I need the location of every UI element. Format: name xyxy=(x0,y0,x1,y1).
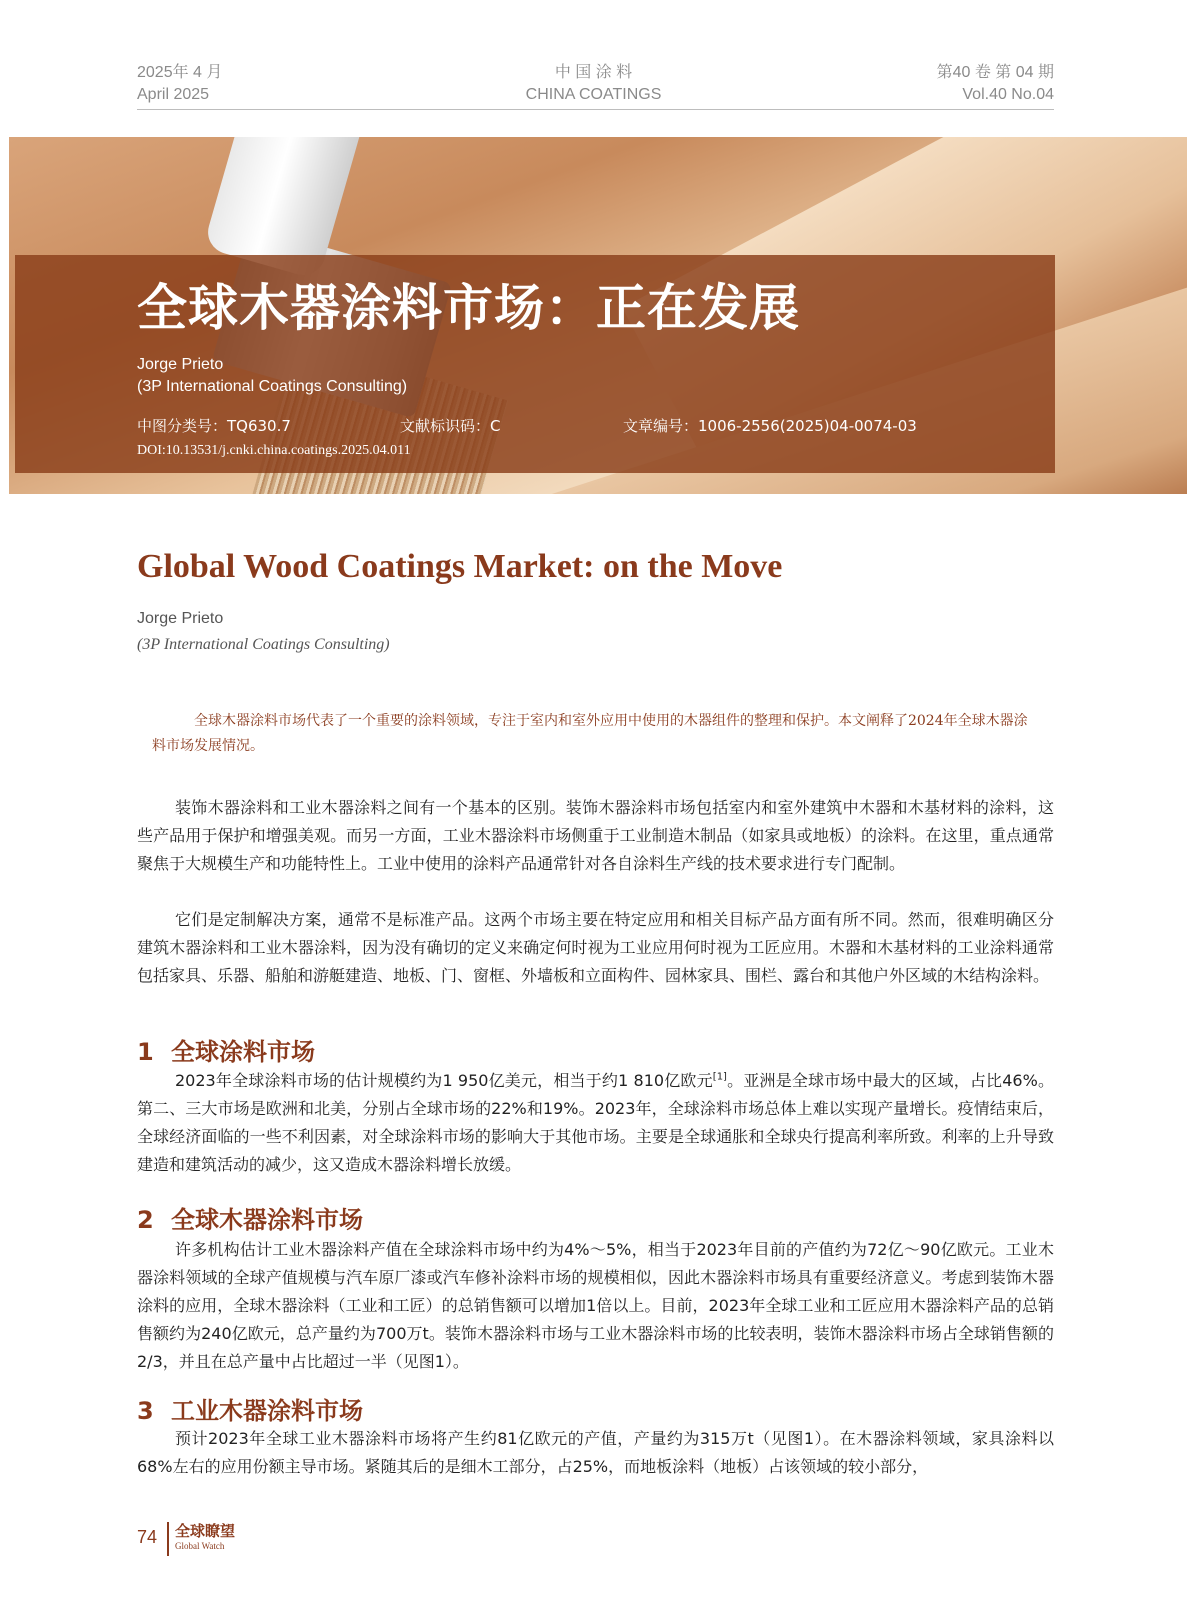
header-rule xyxy=(137,109,1054,110)
clc-number: 中图分类号：TQ630.7 xyxy=(137,417,291,435)
article-title-cn: 全球木器涂料市场：正在发展 xyxy=(137,279,800,337)
section-heading-1 xyxy=(137,1032,315,1067)
citation-ref[interactable]: [1] xyxy=(712,1071,727,1083)
header-date-en: April 2025 xyxy=(137,86,210,103)
section-number: 1 xyxy=(137,1038,154,1066)
header-date-cn: 2025年 4 月 xyxy=(137,64,223,81)
section-heading-2 xyxy=(137,1200,363,1235)
paragraph-text: 。亚洲是全球市场中最大的区域，占比46%。第二、三大市场是欧洲和北美，分别占全球市场的22%和19%。2023年，全球涂料市场总体上难以实现产量增长。疫情结束后，全球经济面临的一些不利因素，对全球涂料市场的影响大于其他市场。主要是全球通胀和全球央行提高利率所致。利率的上升导致建造和建筑活动的减少，这又造成木器涂料增长放缓。 xyxy=(137,1071,1054,1174)
body-paragraph xyxy=(137,1067,1054,1179)
column-name-en: Global Watch xyxy=(175,1541,225,1551)
column-name-cn: 全球瞭望 xyxy=(175,1522,236,1540)
band-author-block xyxy=(137,354,407,398)
author-affiliation-en: (3P International Coatings Consulting) xyxy=(137,636,390,653)
author-affiliation: (3P International Coatings Consulting) xyxy=(137,378,408,395)
abstract: 全球木器涂料市场代表了一个重要的涂料领域，专注于室内和室外应用中使用的木器组件的整理和保护。本文阐释了2024年全球木器涂料市场发展情况。 xyxy=(152,713,1028,754)
body-paragraph: 预计2023年全球工业木器涂料市场将产生约81亿欧元的产值，产量约为315万t（见图1）。在木器涂料领域，家具涂料以68%左右的应用份额主导市场。紧随其后的是细木工部分，占25%，而地板涂料（地板）占该领域的较小部分， xyxy=(137,1429,1054,1476)
section-number: 2 xyxy=(137,1206,154,1234)
header-journal-cn: 中 国 涂 料 xyxy=(554,64,633,81)
section-title: 全球木器涂料市场 xyxy=(171,1206,363,1234)
body-paragraph: 许多机构估计工业木器涂料产值在全球涂料市场中约为4%～5%，相当于2023年目前的产值约为72亿～90亿欧元。工业木器涂料领域的全球产值规模与汽车原厂漆或汽车修补涂料市场的规模相似，因此木器涂料市场具有重要经济意义。考虑到装饰木器涂料的应用，全球木器涂料（工业和工匠）的总销售额可以增加1倍以上。目前，2023年全球工业和工匠应用木器涂料产品的总销售额约为240亿欧元，总产量约为700万t。装饰木器涂料市场与工业木器涂料市场的比较表明，装饰木器涂料市场占全球销售额的2/3，并且在总产量中占比超过一半（见图1）。 xyxy=(137,1240,1054,1371)
author-name: Jorge Prieto xyxy=(137,356,224,373)
section-title: 全球涂料市场 xyxy=(171,1038,315,1066)
article-title-en: Global Wood Coatings Market: on the Move xyxy=(137,548,783,585)
article-number: 文章编号：1006-2556(2025)04-0074-03 xyxy=(623,417,917,435)
header-journal-en: CHINA COATINGS xyxy=(525,86,662,103)
header-volume-cn: 第40 卷 第 04 期 xyxy=(936,64,1054,81)
header-volume xyxy=(937,62,1054,106)
doi-link[interactable]: DOI:10.13531/j.cnki.china.coatings.2025.04.011 xyxy=(137,443,411,458)
author-name-en: Jorge Prieto xyxy=(137,610,224,627)
paragraph-text: 2023年全球涂料市场的估计规模约为1 950亿美元，相当于约1 810亿欧元 xyxy=(175,1071,713,1090)
document-code: 文献标识码：C xyxy=(400,417,501,435)
section-heading-3 xyxy=(137,1391,363,1426)
footer-divider xyxy=(167,1522,169,1556)
body-paragraph: 装饰木器涂料和工业木器涂料之间有一个基本的区别。装饰木器涂料市场包括室内和室外建筑中木器和木基材料的涂料，这些产品用于保护和增强美观。而另一方面，工业木器涂料市场侧重于工业制造木制品（如家具或地板）的涂料。在这里，重点通常聚焦于大规模生产和功能特性上。工业中使用的涂料产品通常针对各自涂料生产线的技术要求进行专门配制。 xyxy=(137,798,1054,873)
page-number: 74 xyxy=(137,1527,158,1547)
header-volume-en: Vol.40 No.04 xyxy=(962,86,1054,103)
section-number: 3 xyxy=(137,1397,154,1425)
body-paragraph: 它们是定制解决方案，通常不是标准产品。这两个市场主要在特定应用和相关目标产品方面有所不同。然而，很难明确区分建筑木器涂料和工业木器涂料，因为没有确切的定义来确定何时视为工业应用何时视为工匠应用。木器和木基材料的工业涂料通常包括家具、乐器、船舶和游艇建造、地板、门、窗框、外墙板和立面构件、园林家具、围栏、露台和其他户外区域的木结构涂料。 xyxy=(137,910,1054,985)
section-title: 工业木器涂料市场 xyxy=(171,1397,363,1425)
